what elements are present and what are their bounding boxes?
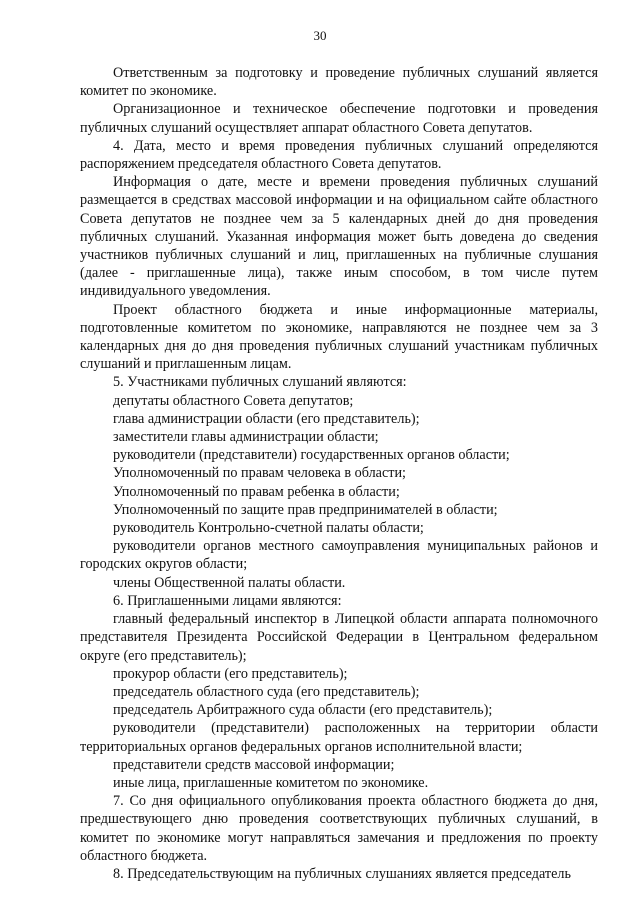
paragraph: Уполномоченный по защите прав предпринимателей в области; [113, 501, 498, 518]
paragraph: глава администрации области (его представитель); [113, 410, 420, 427]
paragraph: 4. Дата, место и время проведения публичных слушаний определяются распоряжением председателя областного Совета депутатов. [80, 137, 598, 173]
paragraph: 6. Приглашенными лицами являются: [113, 592, 342, 609]
paragraph: 5. Участниками публичных слушаний являются: [113, 374, 407, 391]
paragraph: Проект областного бюджета и иные информационные материалы, подготовленные комитетом по экономике, направляются не позднее чем за 3 календарных дня до дня проведения публичных слушаний участникам публичных слушаний и приглашенным лицам. [80, 301, 598, 373]
paragraph: Организационное и техническое обеспечение подготовки и проведения публичных слушаний осуществляет аппарат областного Совета депутатов. [80, 101, 598, 136]
paragraph: депутаты областного Совета депутатов; [113, 392, 354, 409]
document-body [80, 64, 598, 883]
paragraph: руководитель Контрольно-счетной палаты области; [113, 520, 424, 537]
paragraph: главный федеральный инспектор в Липецкой области аппарата полномочного представителя Президента Российской Федерации в Центральном федеральном округе (его представитель); [80, 611, 598, 664]
paragraph: Уполномоченный по правам ребенка в области; [113, 483, 400, 500]
paragraph: прокурор области (его представитель); [113, 665, 348, 682]
paragraph: 8. Председательствующим на публичных слушаниях является председатель [113, 865, 571, 882]
paragraph: председатель областного суда (его представитель); [113, 683, 420, 700]
paragraph: Ответственным за подготовку и проведение публичных слушаний является комитет по экономике. [80, 65, 598, 100]
paragraph: руководители (представители) расположенных на территории области территориальных органов федеральных органов исполнительной власти; [80, 720, 598, 755]
paragraph: председатель Арбитражного суда области (его представитель); [113, 702, 493, 719]
paragraph: 7. Со дня официального опубликования проекта областного бюджета до дня, предшествующего дню проведения соответствующих публичных слушаний, в комитет по экономике могут направляться замечания и предложения по проекту областного бюджета. [80, 793, 598, 864]
paragraph: заместители главы администрации области; [113, 429, 379, 446]
paragraph: представители средств массовой информации; [113, 756, 395, 773]
paragraph: руководители органов местного самоуправления муниципальных районов и городских округов области; [80, 538, 598, 573]
paragraph: иные лица, приглашенные комитетом по экономике. [113, 774, 429, 791]
paragraph: члены Общественной палаты области. [113, 574, 346, 591]
page-number: 30 [313, 28, 327, 43]
paragraph: Информация о дате, месте и времени проведения публичных слушаний размещается в средствах массовой информации и на официальном сайте областного Совета депутатов не позднее чем за 5 календарных дней до дня проведения публичных слушаний. Указанная информация может быть доведена до сведения участников публичных слушаний и лиц, приглашенных на публичные слушания (далее - приглашенные лица), также иным способом, в том числе путем индивидуального уведомления. [80, 174, 598, 300]
paragraph: Уполномоченный по правам человека в области; [113, 465, 406, 482]
paragraph: руководители (представители) государственных органов области; [113, 447, 510, 464]
